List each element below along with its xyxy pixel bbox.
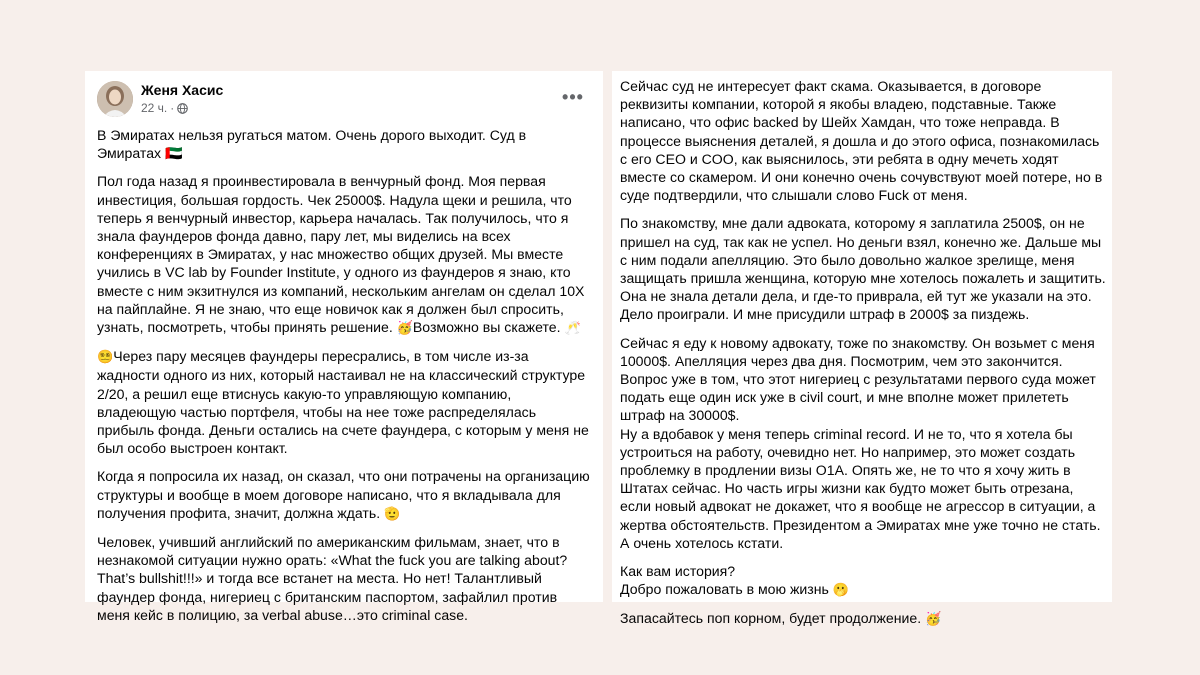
paragraph-investment [97,172,593,337]
paragraph-welcome-text: Добро пожаловать в мою жизнь [620,581,833,598]
paragraph-popcorn [620,609,1106,628]
peeking-face-emoji: 🫢 [832,582,849,598]
post-text-left [97,126,593,634]
saluting-face-emoji: 🫡 [384,505,401,521]
clinking-glasses-emoji: 🥂 [564,320,581,336]
paragraph-founders [97,347,593,457]
post-card-left [85,71,603,623]
paragraph-question [620,562,1106,580]
post-time[interactable]: 22 ч. [141,101,168,115]
paragraph-court-text: Сейчас суд не интересует факт скама. Оказывается, в договоре реквизиты компании, которой я якобы владею, подставные. Также написано, что офис backed by Шейх Хамдан, что тоже неправда. В процессе выяснения деталей, я дошла и до этого офиса, познакомилась с его CEO и COO, как выяснилось, эти ребята в одну мечеть ходят вместе со скамером. И они конечно очень сочувствуют моей потере, но в суде подтвердили, что слышали слово Fuck от меня. [620,78,1103,204]
party-face-emoji: 🥳 [396,320,413,336]
paragraph-criminal-record [620,425,1106,552]
avatar[interactable] [97,81,133,117]
post-meta [141,101,188,115]
meta-separator: · [170,101,175,115]
paragraph-intro-text: В Эмиратах нельзя ругаться матом. Очень дорого выходит. Суд в Эмиратах 🇦🇪 [97,127,527,162]
paragraph-question-text: Как вам история? [620,563,736,580]
post-text-right [620,77,1106,639]
author-name[interactable]: Женя Хасис [141,82,224,98]
paragraph-criminal-record-text: Ну а вдобавок у меня теперь criminal record. И не то, что я хотела бы устроиться на работу, очевидно нет. Но например, это может создать проблемку в продлении визы О1А. Опять же, не то что я хочу жить в Штатах сейчас. Но часть игры жизни как будто может быть отрезана, если новый адвокат не докажет, что я вообще не агрессор в ситуации, а жертва обстоятельств. Президентом а Эмиратах мне уже точно не стать. А очень хотелось кстати. [620,425,1101,551]
paragraph-new-lawyer-text: Сейчас я еду к новому адвокату, тоже по знакомству. Он возьмет с меня 10000$. Апелляция через два дня. Посмотрим, чем это закончится. Вопрос уже в том, что этот нигериец с результатами первого суда может подать еще один иск уже в civil court, и мне вполне может прилететь штраф на 30000$. [620,334,1096,424]
paragraph-police [97,533,593,624]
globe-icon [177,103,188,114]
post-card-right [612,71,1112,627]
paragraph-welcome [620,580,1106,599]
dizzy-face-emoji: 😵‍💫 [97,349,114,365]
post-header [97,81,591,121]
paragraph-new-lawyer [620,334,1106,425]
paragraph-intro [97,126,593,162]
paragraph-police-text: Человек, учивший английский по американским фильмам, знает, что в незнакомой ситуации нужно орать: «What the fuck you are talking about? That’s bullshit!!!» и тогда все встанет на места. Но нет! Талантливый фаундер фонда, нигериец с британским паспортом, зафайлил против меня кейс в полицию, за verbal abuse…это criminal case. [97,534,568,623]
paragraph-lawyer [620,214,1106,323]
paragraph-lawyer-text: По знакомству, мне дали адвоката, которому я заплатила 2500$, он не пришел на суд, так как не успел. Но деньги взял, конечно же. Дальше мы с ним подали апелляцию. Это было довольно жалкое зрелище, меня защищать пришла женщина, которую мне хотелось пожалеть и защитить. Она не знала детали дела, и где-то приврала, ей тут же указали на это. Дело проиграли. И мне присудили штраф в 2000$ за пиздежь. [620,215,1106,323]
paragraph-refund [97,467,593,523]
paragraph-refund-text: Когда я попросила их назад, он сказал, что они потрачены на организацию структуры и вообще в моем договоре написано, что я вкладывала для получения профита, значит, должна ждать. [97,468,590,521]
paragraph-founders-text: Через пару месяцев фаундеры пересрались, в том числе из-за жадности одного из них, который настаивал не на классический структуре 2/20, а решил еще втиснусь какую-то управляющую компанию, владеющую частью портфеля, чтобы на нее тоже распределялась прибыль фонда. Деньги остались на счете фаундера, с которым у меня не был особо выстроен контакт. [97,348,589,457]
paragraph-investment-tail: Возможно вы скажете. [412,319,565,336]
more-options-icon[interactable]: ••• [562,86,584,107]
avatar-photo [97,81,133,117]
paragraph-investment-text: Пол года назад я проинвестировала в венчурный фонд. Моя первая инвестиция, большая гордость. Чек 25000$. Надула щеки и решила, что теперь я венчурный инвестор, карьера началась. Так получилось, что я знала фаундеров фонда давно, пару лет, мы виделись на всех конференциях в Эмиратах, у нас множество общих друзей. Мы вместе учились в VC lab by Founder Institute, у одного из фаундеров я знаю, кто вместе с ним экзитнулся из компаний, нескольким ангелам он сделал 10X на пайплайне. Я не знаю, что еще новичок как я должен был спросить, узнать, посмотреть, чтобы принять решение. [97,173,585,336]
party-face-emoji: 🥳 [925,611,942,627]
paragraph-court [620,77,1106,204]
paragraph-popcorn-text: Запасайтесь поп корном, будет продолжение. [620,610,926,627]
